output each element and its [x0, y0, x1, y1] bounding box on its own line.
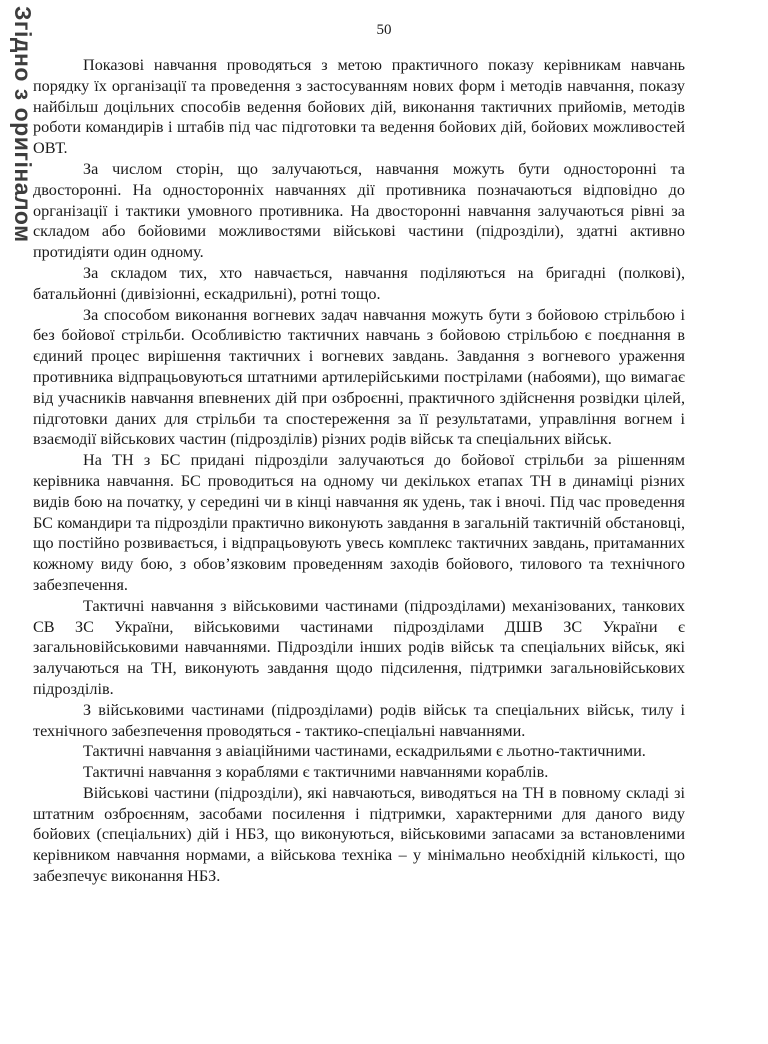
paragraph-live-fire: За способом виконання вогневих задач навчання можуть бути з бойовою стрільбою і без бойової стрільби. Особливістю тактичних навчань з бойовою стрільбою є поєднання в єдиний процес вирішення тактичних і вогневих завдань. Завдання з вогневого ураження противника відпрацьовуються штатними артилерійськими пострілами (набоями), що вимагає від учасників навчання впевнених дій при озброєнні, практичного здійснення розвідки цілей, підготовки даних для стрільби та спостереження за її результатами, управління вогнем і взаємодії військових частин (підрозділів) різних родів військ та спеціальних військ.	[33, 305, 685, 449]
document-body	[33, 55, 685, 887]
paragraph-sides: За числом сторін, що залучаються, навчання можуть бути односторонні та двосторонні. На односторонніх навчаннях дії противника позначаються відповідно до організації і тактики умовного противника. На двосторонні навчання залучаються рівні за складом або бойовими можливостями військові частини (підрозділи), здатні активно протидіяти один одному.	[33, 159, 685, 262]
page-number: 50	[376, 22, 392, 38]
paragraph-tn-bs: На ТН з БС придані підрозділи залучаються до бойової стрільби за рішенням керівника навчання. БС проводиться на одному чи декількох етапах ТН в динаміці різних видів бою на початку, у середині чи в кінці навчання як удень, так і вночі. Під час проведення БС командири та підрозділи практично виконують завдання в загальній тактичній обстановці, що постійно розвивається, і відпрацьовують увесь комплекс тактичних завдань, притаманних кожному виду бою, з обов’язковим проведенням заходів бойового, тилового та технічного забезпечення.	[33, 451, 685, 594]
paragraph-tactical-special: З військовими частинами (підрозділами) родів військ та спеціальних військ, тилу і технічного забезпечення проводяться - тактико-спеціальні навчаннями.	[33, 700, 685, 740]
paragraph-naval: Тактичні навчання з кораблями є тактичними навчаннями кораблів.	[83, 763, 549, 782]
paragraph-demonstration-exercises: Показові навчання проводяться з метою практичного показу керівникам навчань порядку їх організації та проведення з застосуванням нових форм і методів навчання, показу найбільш доцільних способів ведення бойових дій, виконання тактичних прийомів, методів роботи командирів і штабів під час підготовки та ведення бойових дій, бойових можливостей ОВТ.	[33, 56, 685, 158]
paragraph-flight-tactical: Тактичні навчання з авіаційними частинами, ескадрильями є льотно-тактичними.	[83, 742, 646, 761]
certification-stamp: Згідно з оригіналом	[10, 6, 36, 243]
paragraph-deployment: Військові частини (підрозділи), які навчаються, виводяться на ТН в повному складі зі штатним озброєнням, засобами посилення і підтримки, характерними для даного виду бойових (спеціальних) дій і НБЗ, що виконуються, військовими запасами за встановленими керівником навчання нормами, а військова техніка – у мінімально необхідній кількості, що забезпечує виконання НБЗ.	[33, 783, 685, 886]
paragraph-composition: За складом тих, хто навчається, навчання поділяються на бригадні (полкові), батальйонні (дивізіонні, ескадрильні), ротні тощо.	[33, 263, 685, 303]
paragraph-combined-arms: Тактичні навчання з військовими частинами (підрозділами) механізованих, танкових СВ ЗС України, військовими частинами підрозділами ДШВ ЗС України є загальновійськовими навчаннями. Підрозділи інших родів військ та спеціальних військ, які залучаються на ТН, виконують завдання щодо підсилення, підтримки загальновійськових підрозділів.	[33, 596, 685, 698]
